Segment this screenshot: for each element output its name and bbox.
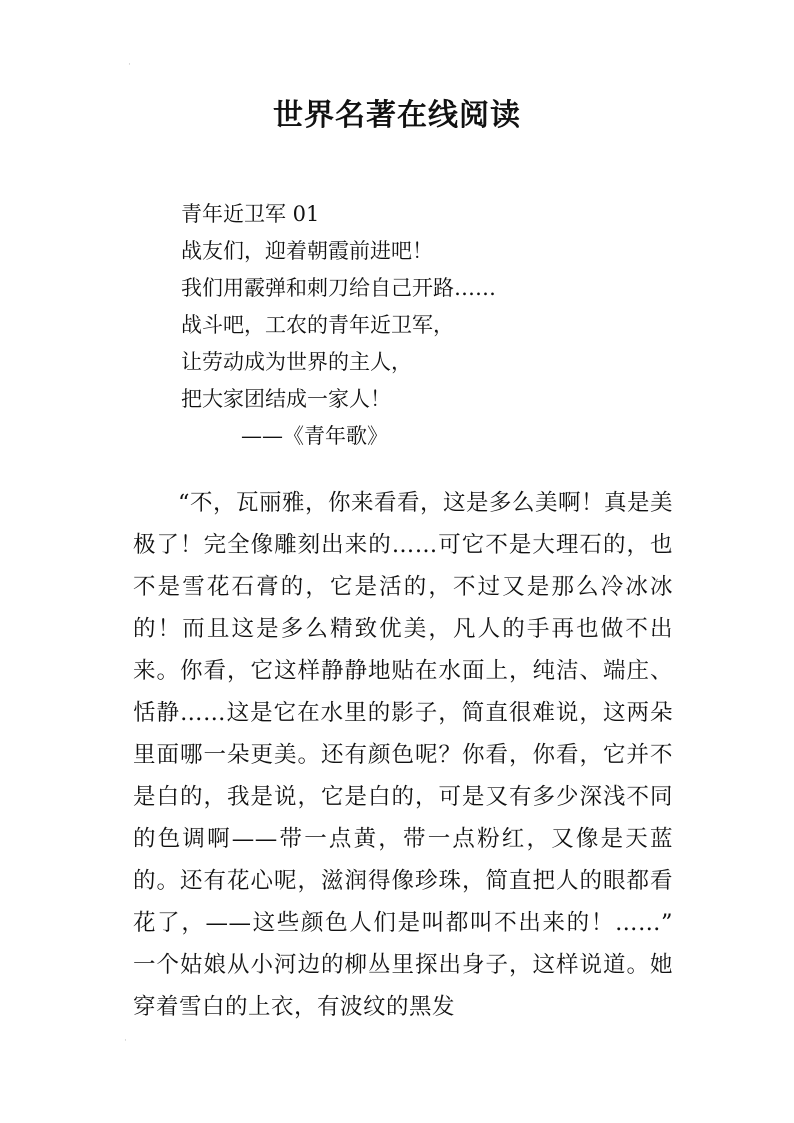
poem-line: 青年近卫军 01: [181, 202, 320, 226]
scan-mark: ·: [128, 60, 131, 70]
poem-line: 让劳动成为世界的主人，: [181, 350, 412, 374]
poem-line: 把大家团结成一家人！: [181, 387, 391, 411]
poem-line: 战友们，迎着朝霞前进吧！: [181, 239, 433, 263]
poem-line: 我们用霰弹和刺刀给自己开路……: [181, 276, 496, 300]
poem-line: 战斗吧，工农的青年近卫军，: [181, 313, 454, 337]
epigraph-poem: [181, 196, 741, 455]
body-paragraph: “不，瓦丽雅，你来看看，这是多么美啊！真是美极了！完全像雕刻出来的……可它不是大理石的，也不是雪花石膏的，它是活的，不过又是那么冷冰冰的！而且这是多么精致优美，凡人的手再也做不出来。你看，它这样静静地贴在水面上，纯洁、端庄、恬静……这是它在水里的影子，简直很难说，这两朵里面哪一朵更美。还有颜色呢？你看，你看，它并不是白的，我是说，它是白的，可是又有多少深浅不同的色调啊——带一点黄，带一点粉红，又像是天蓝的。还有花心呢，滋润得像珍珠，简直把人的眼都看花了，——这些颜色人们是叫都叫不出来的！……” 一个姑娘从小河边的柳丛里探出身子，这样说道。她穿着雪白的上衣，有波纹的黑发: [133, 490, 697, 1020]
page-title: 世界名著在线阅读: [273, 98, 521, 133]
scan-mark: ·: [124, 1036, 127, 1046]
poem-source: ——《青年歌》: [241, 424, 388, 448]
